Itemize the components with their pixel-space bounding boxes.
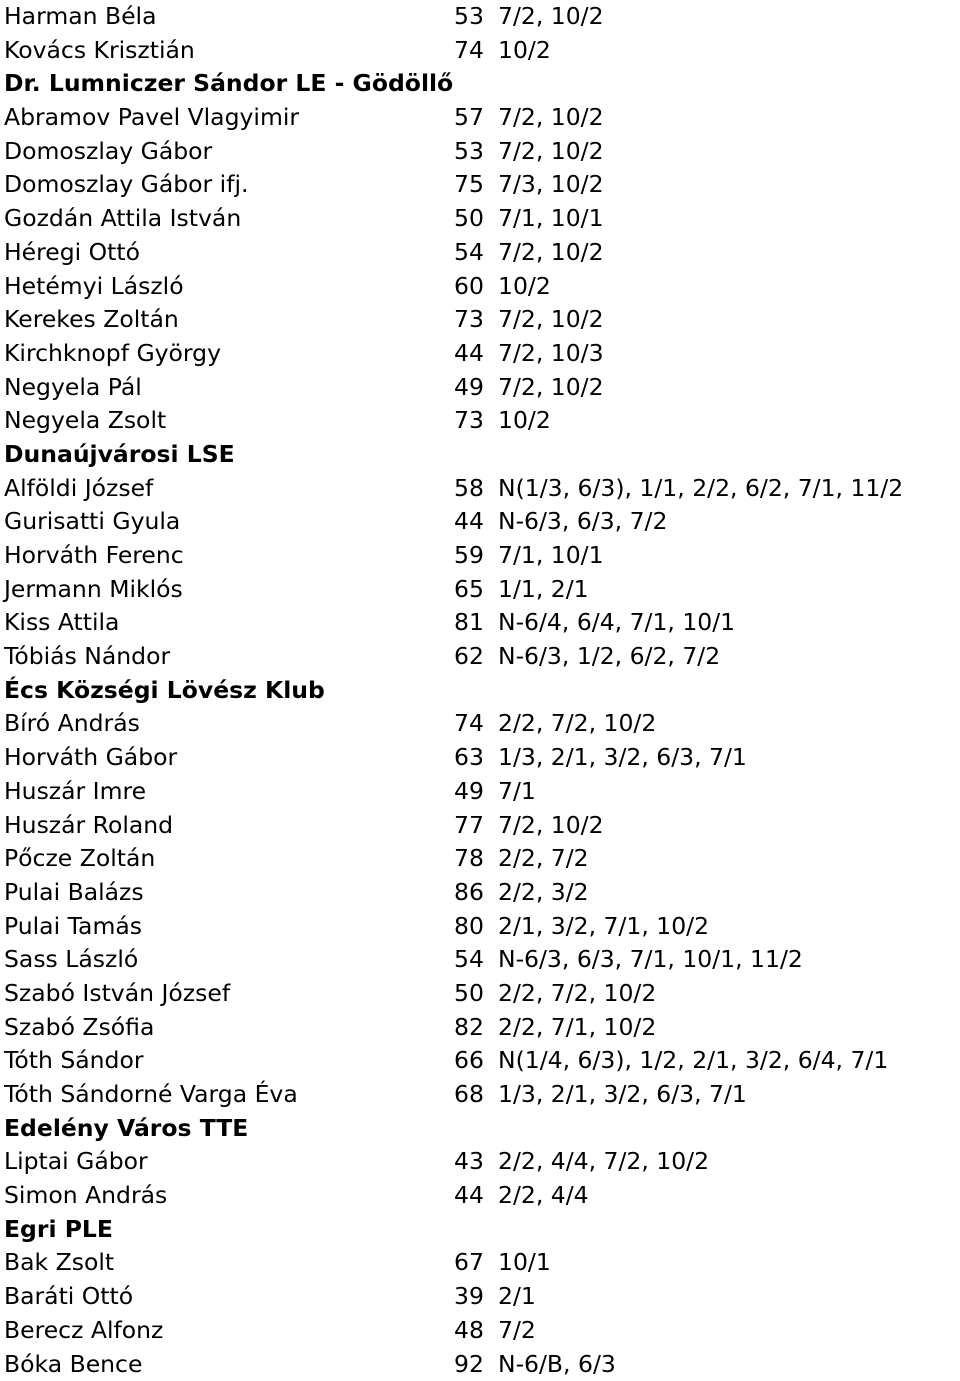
member-codes: N(1/4, 6/3), 1/2, 2/1, 3/2, 6/4, 7/1 <box>498 1046 889 1075</box>
member-codes: 10/2 <box>498 406 551 435</box>
member-codes: 7/1 <box>498 776 536 805</box>
member-codes: 7/2, 10/2 <box>498 372 604 401</box>
member-row <box>4 1044 960 1078</box>
club-header <box>4 67 960 101</box>
member-codes: 7/1, 10/1 <box>498 204 604 233</box>
member-age: 62 <box>454 642 484 671</box>
member-row <box>4 977 960 1011</box>
club-name: Dunaújvárosi LSE <box>4 439 235 468</box>
member-name: Bíró András <box>4 709 140 738</box>
member-row <box>4 337 960 371</box>
member-row <box>4 371 960 405</box>
member-row <box>4 505 960 539</box>
member-name: Jermann Miklós <box>4 574 183 603</box>
member-age: 39 <box>454 1282 484 1311</box>
member-row <box>4 101 960 135</box>
member-age: 75 <box>454 170 484 199</box>
member-age: 74 <box>454 35 484 64</box>
club-name: Egri PLE <box>4 1214 113 1243</box>
member-age: 66 <box>454 1046 484 1075</box>
member-row <box>4 135 960 169</box>
member-codes: N(1/3, 6/3), 1/1, 2/2, 6/2, 7/1, 11/2 <box>498 473 904 502</box>
member-codes: 7/1, 10/1 <box>498 541 604 569</box>
member-name: Kerekes Zoltán <box>4 305 179 334</box>
club-header <box>4 438 960 472</box>
member-row <box>4 809 960 843</box>
member-row <box>4 236 960 270</box>
member-codes: N-6/3, 6/3, 7/2 <box>498 507 668 536</box>
member-name: Pőcze Zoltán <box>4 844 156 873</box>
member-codes: 2/1, 3/2, 7/1, 10/2 <box>498 911 710 940</box>
member-row <box>4 1314 960 1348</box>
member-name: Negyela Pál <box>4 372 142 401</box>
club-name: Dr. Lumniczer Sándor LE - Gödöllő <box>4 69 454 98</box>
member-age: 81 <box>454 608 484 637</box>
member-row <box>4 1246 960 1280</box>
member-row <box>4 775 960 809</box>
member-codes: 10/2 <box>498 271 551 300</box>
member-age: 86 <box>454 877 484 906</box>
member-row <box>4 270 960 304</box>
member-name: Domoszlay Gábor <box>4 136 213 165</box>
member-codes: 2/2, 7/1, 10/2 <box>498 1012 657 1041</box>
member-codes: 1/3, 2/1, 3/2, 6/3, 7/1 <box>498 1080 747 1108</box>
member-name: Gurisatti Gyula <box>4 507 181 536</box>
member-age: 73 <box>454 406 484 435</box>
member-age: 82 <box>454 1012 484 1041</box>
member-name: Pulai Tamás <box>4 911 142 940</box>
member-age: 49 <box>454 372 484 401</box>
member-age: 58 <box>454 473 484 502</box>
member-row <box>4 640 960 674</box>
member-age: 59 <box>454 541 484 569</box>
club-header <box>4 1112 960 1146</box>
member-row <box>4 943 960 977</box>
member-age: 53 <box>454 2 484 30</box>
club-name: Écs Községi Lövész Klub <box>4 675 325 704</box>
member-name: Tóbiás Nándor <box>4 642 171 671</box>
member-name: Horváth Ferenc <box>4 541 184 569</box>
member-codes: 7/2, 10/2 <box>498 810 604 839</box>
member-codes: 10/2 <box>498 35 551 64</box>
member-name: Bóka Bence <box>4 1349 143 1378</box>
member-age: 92 <box>454 1349 484 1378</box>
club-header <box>4 674 960 708</box>
member-codes: 7/2, 10/2 <box>498 237 604 266</box>
member-name: Tóth Sándorné Varga Éva <box>4 1080 298 1108</box>
member-age: 80 <box>454 911 484 940</box>
member-row <box>4 876 960 910</box>
member-age: 50 <box>454 978 484 1007</box>
member-age: 50 <box>454 204 484 233</box>
member-age: 54 <box>454 945 484 974</box>
document-body <box>4 0 960 1381</box>
member-codes: 10/1 <box>498 1248 551 1277</box>
member-age: 44 <box>454 1181 484 1210</box>
member-codes: N-6/3, 6/3, 7/1, 10/1, 11/2 <box>498 945 803 974</box>
member-age: 68 <box>454 1080 484 1108</box>
member-row <box>4 202 960 236</box>
member-codes: 1/3, 2/1, 3/2, 6/3, 7/1 <box>498 743 747 772</box>
member-row <box>4 1011 960 1045</box>
member-name: Hetémyi László <box>4 271 184 300</box>
member-codes: 7/2, 10/2 <box>498 103 604 132</box>
member-age: 60 <box>454 271 484 300</box>
member-row <box>4 539 960 573</box>
member-codes: 7/2, 10/2 <box>498 305 604 334</box>
member-codes: N-6/4, 6/4, 7/1, 10/1 <box>498 608 736 637</box>
member-codes: 7/3, 10/2 <box>498 170 604 199</box>
member-row <box>4 606 960 640</box>
member-name: Kiss Attila <box>4 608 120 637</box>
member-row <box>4 707 960 741</box>
member-row <box>4 1078 960 1112</box>
member-name: Simon András <box>4 1181 168 1210</box>
club-name: Edelény Város TTE <box>4 1113 249 1142</box>
member-codes: 7/2, 10/2 <box>498 2 604 30</box>
member-codes: 7/2 <box>498 1315 536 1344</box>
member-row <box>4 842 960 876</box>
member-codes: 1/1, 2/1 <box>498 574 589 603</box>
member-name: Huszár Imre <box>4 776 147 805</box>
member-name: Harman Béla <box>4 2 157 30</box>
member-age: 63 <box>454 743 484 772</box>
member-row <box>4 1280 960 1314</box>
member-age: 78 <box>454 844 484 873</box>
member-name: Negyela Zsolt <box>4 406 167 435</box>
member-name: Kirchknopf György <box>4 338 222 367</box>
member-age: 44 <box>454 507 484 536</box>
member-name: Berecz Alfonz <box>4 1315 164 1344</box>
club-header <box>4 1213 960 1247</box>
member-row <box>4 910 960 944</box>
member-codes: 2/2, 3/2 <box>498 877 589 906</box>
member-row <box>4 1179 960 1213</box>
member-row <box>4 741 960 775</box>
member-age: 65 <box>454 574 484 603</box>
member-codes: 2/2, 7/2 <box>498 844 589 873</box>
member-name: Tóth Sándor <box>4 1046 144 1075</box>
member-age: 54 <box>454 237 484 266</box>
member-row <box>4 34 960 68</box>
member-row <box>4 573 960 607</box>
member-name: Szabó István József <box>4 978 231 1007</box>
member-codes: 2/2, 7/2, 10/2 <box>498 978 657 1007</box>
member-codes: 2/1 <box>498 1282 536 1311</box>
member-row <box>4 168 960 202</box>
member-age: 48 <box>454 1315 484 1344</box>
member-name: Bak Zsolt <box>4 1248 115 1277</box>
member-row <box>4 472 960 506</box>
member-age: 74 <box>454 709 484 738</box>
member-name: Domoszlay Gábor ifj. <box>4 170 249 199</box>
member-codes: N-6/B, 6/3 <box>498 1349 616 1378</box>
member-row <box>4 1145 960 1179</box>
member-row <box>4 0 960 34</box>
member-row <box>4 1348 960 1381</box>
member-name: Liptai Gábor <box>4 1147 148 1176</box>
member-codes: 7/2, 10/3 <box>498 338 604 367</box>
member-age: 77 <box>454 810 484 839</box>
member-name: Sass László <box>4 945 139 974</box>
member-codes: 2/2, 4/4 <box>498 1181 589 1210</box>
member-name: Huszár Roland <box>4 810 174 839</box>
member-age: 49 <box>454 776 484 805</box>
member-age: 57 <box>454 103 484 132</box>
member-name: Abramov Pavel Vlagyimir <box>4 103 300 132</box>
member-codes: 2/2, 4/4, 7/2, 10/2 <box>498 1147 710 1176</box>
member-name: Alföldi József <box>4 473 154 502</box>
member-codes: 7/2, 10/2 <box>498 136 604 165</box>
member-age: 53 <box>454 136 484 165</box>
member-name: Baráti Ottó <box>4 1282 134 1311</box>
member-row <box>4 303 960 337</box>
member-name: Héregi Ottó <box>4 237 140 266</box>
member-age: 67 <box>454 1248 484 1277</box>
member-name: Horváth Gábor <box>4 743 178 772</box>
member-row <box>4 404 960 438</box>
member-name: Pulai Balázs <box>4 877 144 906</box>
member-name: Kovács Krisztián <box>4 35 195 64</box>
member-age: 44 <box>454 338 484 367</box>
member-age: 73 <box>454 305 484 334</box>
member-codes: N-6/3, 1/2, 6/2, 7/2 <box>498 642 721 671</box>
member-age: 43 <box>454 1147 484 1176</box>
member-name: Szabó Zsófia <box>4 1012 155 1041</box>
member-name: Gozdán Attila István <box>4 204 242 233</box>
member-codes: 2/2, 7/2, 10/2 <box>498 709 657 738</box>
